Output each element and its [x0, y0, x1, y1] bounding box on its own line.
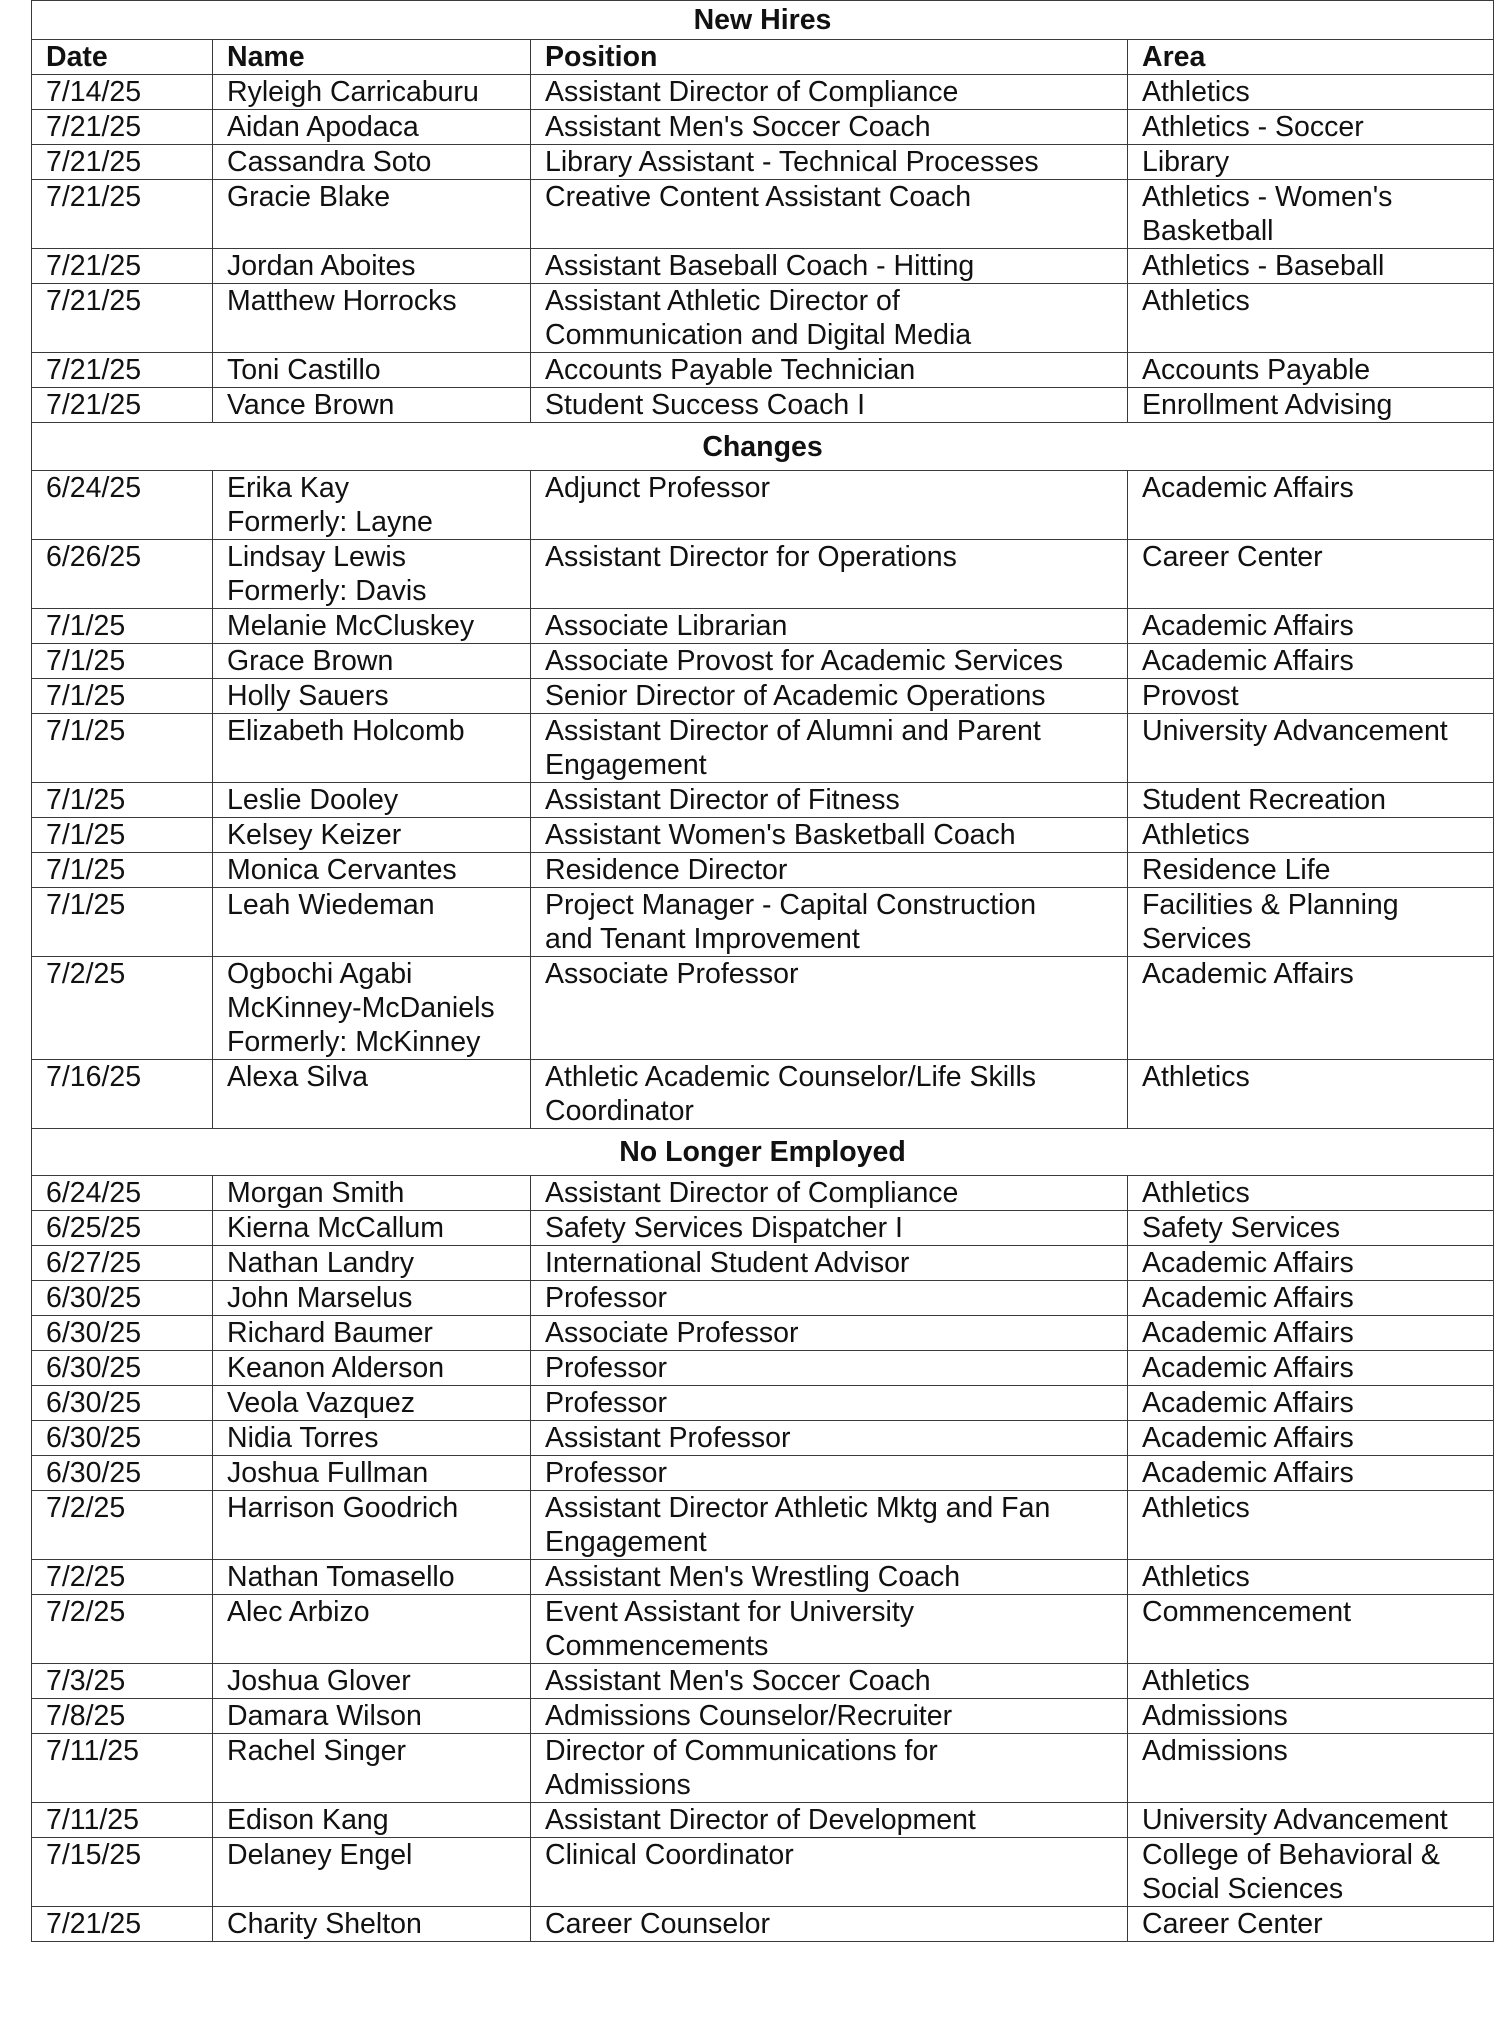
cell-date: 7/16/25	[32, 1060, 213, 1129]
cell-position: Professor	[531, 1456, 1128, 1491]
cell-date: 7/21/25	[32, 284, 213, 353]
cell-date: 7/15/25	[32, 1838, 213, 1907]
section-title: No Longer Employed	[32, 1129, 1494, 1176]
section-no-longer-employed	[32, 1129, 1494, 1176]
cell-position: Assistant Athletic Director of Communication and Digital Media	[531, 284, 1128, 353]
cell-date: 6/30/25	[32, 1281, 213, 1316]
cell-position: Assistant Professor	[531, 1421, 1128, 1456]
cell-position: Assistant Men's Soccer Coach	[531, 1664, 1128, 1699]
cell-area: Admissions	[1128, 1734, 1494, 1803]
cell-name: Jordan Aboites	[213, 249, 531, 284]
section-changes	[32, 423, 1494, 471]
cell-date: 6/30/25	[32, 1351, 213, 1386]
table-row	[32, 1246, 1494, 1281]
cell-date: 6/30/25	[32, 1386, 213, 1421]
cell-area: Athletics	[1128, 1060, 1494, 1129]
table-row	[32, 1838, 1494, 1907]
cell-date: 7/2/25	[32, 1595, 213, 1664]
table-row	[32, 1316, 1494, 1351]
cell-area: Athletics	[1128, 284, 1494, 353]
cell-area: Enrollment Advising	[1128, 388, 1494, 423]
cell-area: Library	[1128, 145, 1494, 180]
cell-date: 7/2/25	[32, 957, 213, 1060]
cell-name: Aidan Apodaca	[213, 110, 531, 145]
cell-name: Charity Shelton	[213, 1907, 531, 1942]
cell-name: Harrison Goodrich	[213, 1491, 531, 1560]
table-row	[32, 471, 1494, 540]
cell-position: Clinical Coordinator	[531, 1838, 1128, 1907]
table-row	[32, 1281, 1494, 1316]
cell-date: 7/1/25	[32, 609, 213, 644]
cell-name: John Marselus	[213, 1281, 531, 1316]
cell-area: Academic Affairs	[1128, 1351, 1494, 1386]
table-row	[32, 1491, 1494, 1560]
table-row	[32, 1386, 1494, 1421]
cell-date: 7/2/25	[32, 1560, 213, 1595]
table-row	[32, 783, 1494, 818]
cell-name: Cassandra Soto	[213, 145, 531, 180]
cell-date: 7/3/25	[32, 1664, 213, 1699]
table-row	[32, 679, 1494, 714]
cell-date: 7/1/25	[32, 853, 213, 888]
cell-date: 7/2/25	[32, 1491, 213, 1560]
cell-position: Assistant Director for Operations	[531, 540, 1128, 609]
cell-name: Damara Wilson	[213, 1699, 531, 1734]
cell-name: Alexa Silva	[213, 1060, 531, 1129]
table-row	[32, 888, 1494, 957]
cell-area: Facilities & Planning Services	[1128, 888, 1494, 957]
cell-date: 7/1/25	[32, 714, 213, 783]
cell-area: Athletics - Women's Basketball	[1128, 180, 1494, 249]
table-row	[32, 284, 1494, 353]
cell-area: Athletics - Soccer	[1128, 110, 1494, 145]
cell-name: Nathan Tomasello	[213, 1560, 531, 1595]
cell-date: 7/21/25	[32, 145, 213, 180]
cell-date: 7/21/25	[32, 180, 213, 249]
cell-area: Admissions	[1128, 1699, 1494, 1734]
cell-name: Kierna McCallum	[213, 1211, 531, 1246]
table-row	[32, 1734, 1494, 1803]
cell-position: Assistant Director of Alumni and Parent Engagement	[531, 714, 1128, 783]
cell-date: 7/11/25	[32, 1803, 213, 1838]
table-row	[32, 110, 1494, 145]
table-row	[32, 145, 1494, 180]
cell-name: Erika Kay Formerly: Layne	[213, 471, 531, 540]
table-row	[32, 1803, 1494, 1838]
table-row	[32, 853, 1494, 888]
cell-name: Rachel Singer	[213, 1734, 531, 1803]
table-row	[32, 1211, 1494, 1246]
cell-date: 7/21/25	[32, 1907, 213, 1942]
section-title: Changes	[32, 423, 1494, 471]
cell-area: Academic Affairs	[1128, 1281, 1494, 1316]
column-header-area: Area	[1128, 40, 1494, 75]
table-row	[32, 1595, 1494, 1664]
cell-name: Ryleigh Carricaburu	[213, 75, 531, 110]
cell-area: Academic Affairs	[1128, 957, 1494, 1060]
cell-name: Keanon Alderson	[213, 1351, 531, 1386]
cell-position: Safety Services Dispatcher I	[531, 1211, 1128, 1246]
cell-date: 6/24/25	[32, 471, 213, 540]
cell-position: Director of Communications for Admissions	[531, 1734, 1128, 1803]
cell-position: Assistant Director of Fitness	[531, 783, 1128, 818]
cell-area: Career Center	[1128, 1907, 1494, 1942]
cell-position: Assistant Baseball Coach - Hitting	[531, 249, 1128, 284]
cell-name: Joshua Fullman	[213, 1456, 531, 1491]
cell-date: 7/11/25	[32, 1734, 213, 1803]
cell-name: Morgan Smith	[213, 1176, 531, 1211]
table-row	[32, 1664, 1494, 1699]
table-row	[32, 1907, 1494, 1942]
cell-area: University Advancement	[1128, 714, 1494, 783]
cell-area: Athletics	[1128, 75, 1494, 110]
cell-position: Associate Librarian	[531, 609, 1128, 644]
cell-position: Associate Provost for Academic Services	[531, 644, 1128, 679]
cell-name: Richard Baumer	[213, 1316, 531, 1351]
cell-name: Nathan Landry	[213, 1246, 531, 1281]
cell-position: Assistant Director Athletic Mktg and Fan Engagement	[531, 1491, 1128, 1560]
column-header-date: Date	[32, 40, 213, 75]
cell-name: Delaney Engel	[213, 1838, 531, 1907]
cell-area: Athletics	[1128, 1491, 1494, 1560]
cell-position: Project Manager - Capital Construction and Tenant Improvement	[531, 888, 1128, 957]
table-row	[32, 1699, 1494, 1734]
cell-date: 6/24/25	[32, 1176, 213, 1211]
cell-date: 6/26/25	[32, 540, 213, 609]
cell-position: Senior Director of Academic Operations	[531, 679, 1128, 714]
cell-name: Alec Arbizo	[213, 1595, 531, 1664]
cell-position: Creative Content Assistant Coach	[531, 180, 1128, 249]
cell-area: Provost	[1128, 679, 1494, 714]
cell-date: 7/14/25	[32, 75, 213, 110]
column-header-row	[32, 40, 1494, 75]
column-header-position: Position	[531, 40, 1128, 75]
cell-position: Assistant Men's Wrestling Coach	[531, 1560, 1128, 1595]
cell-position: Professor	[531, 1281, 1128, 1316]
cell-position: Library Assistant - Technical Processes	[531, 145, 1128, 180]
cell-position: Associate Professor	[531, 1316, 1128, 1351]
table-row	[32, 957, 1494, 1060]
cell-area: Academic Affairs	[1128, 471, 1494, 540]
cell-name: Leah Wiedeman	[213, 888, 531, 957]
cell-position: Assistant Men's Soccer Coach	[531, 110, 1128, 145]
cell-position: Admissions Counselor/Recruiter	[531, 1699, 1128, 1734]
cell-name: Melanie McCluskey	[213, 609, 531, 644]
cell-position: Accounts Payable Technician	[531, 353, 1128, 388]
cell-name: Leslie Dooley	[213, 783, 531, 818]
cell-name: Gracie Blake	[213, 180, 531, 249]
cell-date: 6/30/25	[32, 1421, 213, 1456]
cell-name: Veola Vazquez	[213, 1386, 531, 1421]
table-row	[32, 180, 1494, 249]
cell-position: Professor	[531, 1351, 1128, 1386]
cell-position: Assistant Director of Development	[531, 1803, 1128, 1838]
section-new-hires	[32, 1, 1494, 40]
cell-date: 7/1/25	[32, 818, 213, 853]
table-row	[32, 388, 1494, 423]
cell-name: Ogbochi Agabi McKinney-McDaniels Formerly: McKinney	[213, 957, 531, 1060]
cell-name: Kelsey Keizer	[213, 818, 531, 853]
cell-area: Academic Affairs	[1128, 609, 1494, 644]
cell-position: Assistant Director of Compliance	[531, 1176, 1128, 1211]
cell-area: Athletics	[1128, 1176, 1494, 1211]
cell-area: Academic Affairs	[1128, 1456, 1494, 1491]
cell-position: Athletic Academic Counselor/Life Skills Coordinator	[531, 1060, 1128, 1129]
cell-area: Academic Affairs	[1128, 644, 1494, 679]
table-row	[32, 1351, 1494, 1386]
cell-date: 6/27/25	[32, 1246, 213, 1281]
cell-date: 7/1/25	[32, 679, 213, 714]
table-row	[32, 1456, 1494, 1491]
cell-position: Career Counselor	[531, 1907, 1128, 1942]
cell-name: Vance Brown	[213, 388, 531, 423]
cell-date: 7/21/25	[32, 249, 213, 284]
table-row	[32, 1560, 1494, 1595]
cell-date: 7/21/25	[32, 110, 213, 145]
cell-name: Nidia Torres	[213, 1421, 531, 1456]
cell-date: 6/25/25	[32, 1211, 213, 1246]
cell-date: 7/1/25	[32, 644, 213, 679]
cell-area: Athletics - Baseball	[1128, 249, 1494, 284]
cell-position: International Student Advisor	[531, 1246, 1128, 1281]
section-title: New Hires	[32, 1, 1494, 40]
cell-name: Holly Sauers	[213, 679, 531, 714]
cell-date: 7/8/25	[32, 1699, 213, 1734]
table-row	[32, 818, 1494, 853]
cell-name: Matthew Horrocks	[213, 284, 531, 353]
cell-date: 7/21/25	[32, 388, 213, 423]
cell-area: Academic Affairs	[1128, 1421, 1494, 1456]
cell-name: Lindsay Lewis Formerly: Davis	[213, 540, 531, 609]
table-row	[32, 1421, 1494, 1456]
cell-position: Event Assistant for University Commencements	[531, 1595, 1128, 1664]
personnel-report	[31, 0, 1493, 1942]
personnel-table	[31, 0, 1494, 1942]
cell-area: Commencement	[1128, 1595, 1494, 1664]
cell-date: 6/30/25	[32, 1456, 213, 1491]
cell-position: Professor	[531, 1386, 1128, 1421]
table-row	[32, 644, 1494, 679]
cell-area: Athletics	[1128, 1560, 1494, 1595]
cell-position: Assistant Director of Compliance	[531, 75, 1128, 110]
cell-area: Residence Life	[1128, 853, 1494, 888]
cell-name: Joshua Glover	[213, 1664, 531, 1699]
cell-date: 7/21/25	[32, 353, 213, 388]
cell-position: Residence Director	[531, 853, 1128, 888]
table-row	[32, 609, 1494, 644]
table-row	[32, 1060, 1494, 1129]
cell-area: Athletics	[1128, 1664, 1494, 1699]
cell-name: Monica Cervantes	[213, 853, 531, 888]
table-row	[32, 75, 1494, 110]
cell-area: Accounts Payable	[1128, 353, 1494, 388]
cell-area: College of Behavioral & Social Sciences	[1128, 1838, 1494, 1907]
cell-date: 7/1/25	[32, 783, 213, 818]
cell-area: Safety Services	[1128, 1211, 1494, 1246]
cell-area: Academic Affairs	[1128, 1246, 1494, 1281]
cell-position: Student Success Coach I	[531, 388, 1128, 423]
cell-area: Academic Affairs	[1128, 1316, 1494, 1351]
cell-area: Student Recreation	[1128, 783, 1494, 818]
cell-name: Edison Kang	[213, 1803, 531, 1838]
cell-name: Elizabeth Holcomb	[213, 714, 531, 783]
cell-area: Academic Affairs	[1128, 1386, 1494, 1421]
cell-name: Toni Castillo	[213, 353, 531, 388]
table-row	[32, 1176, 1494, 1211]
table-row	[32, 249, 1494, 284]
personnel-table-body	[32, 1, 1494, 1942]
table-row	[32, 353, 1494, 388]
cell-position: Assistant Women's Basketball Coach	[531, 818, 1128, 853]
cell-name: Grace Brown	[213, 644, 531, 679]
cell-position: Associate Professor	[531, 957, 1128, 1060]
column-header-name: Name	[213, 40, 531, 75]
table-row	[32, 540, 1494, 609]
cell-area: Athletics	[1128, 818, 1494, 853]
cell-date: 6/30/25	[32, 1316, 213, 1351]
cell-area: Career Center	[1128, 540, 1494, 609]
table-row	[32, 714, 1494, 783]
cell-area: University Advancement	[1128, 1803, 1494, 1838]
cell-date: 7/1/25	[32, 888, 213, 957]
cell-position: Adjunct Professor	[531, 471, 1128, 540]
